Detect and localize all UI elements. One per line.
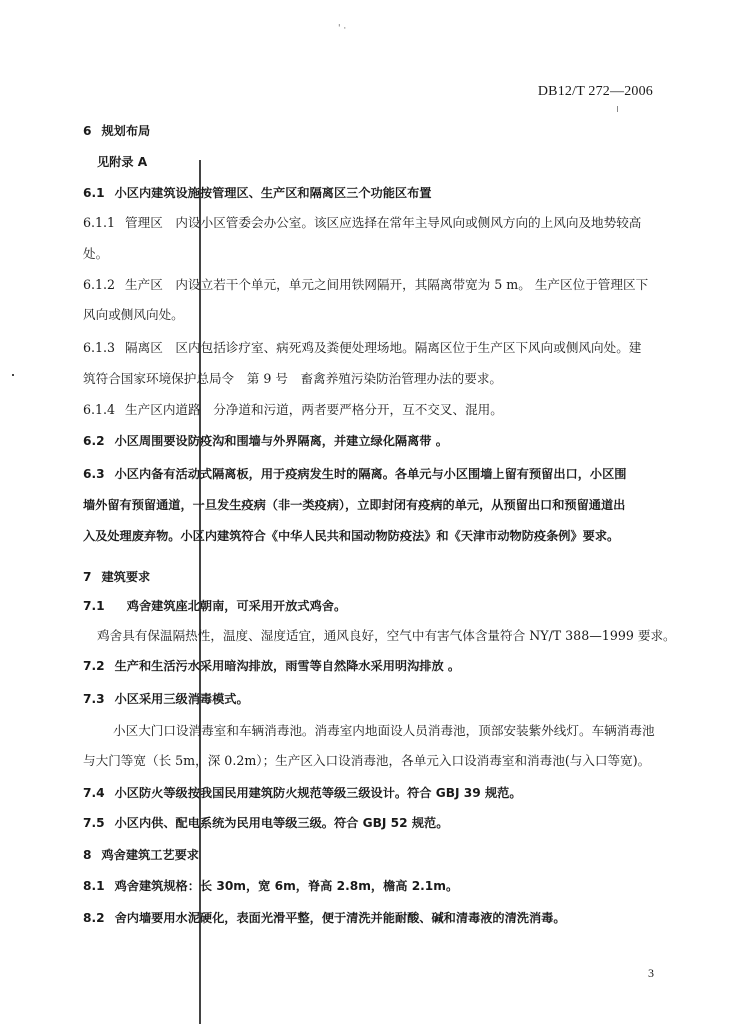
clause-text: 鸡舍具有保温隔热性，温度、湿度适宜，通风良好，空气中有害气体含量符合 NY/T 388—1999 要求。 [97, 628, 676, 643]
clause-text: 处。 [83, 246, 109, 261]
clause-text: 管理区 内设小区管委会办公室。该区应选择在常年主导风向或侧风方向的上风向及地势较高 [125, 215, 642, 230]
text-line [97, 153, 677, 171]
page-number: 3 [648, 966, 654, 980]
text-line [83, 432, 663, 450]
text-line [83, 184, 663, 202]
text-line [83, 657, 663, 675]
clause-number: 6.1.3 [83, 340, 116, 355]
clause-text: 小区内建筑设施按管理区、生产区和隔离区三个功能区布置 [114, 186, 432, 200]
clause-text: 隔离区 区内包括诊疗室、病死鸡及粪便处理场地。隔离区位于生产区下风向或侧风向处。建 [125, 340, 642, 355]
clause-number: 7 [83, 570, 92, 584]
clause-text: 小区采用三级消毒模式。 [114, 692, 249, 706]
clause-text: 建筑要求 [101, 570, 151, 584]
clause-number: 6.1.2 [83, 277, 116, 292]
text-line [83, 401, 663, 419]
clause-number: 6.1.4 [83, 402, 116, 417]
text-line [83, 752, 663, 770]
text-line [83, 465, 663, 483]
clause-number: 7.5 [83, 816, 105, 830]
text-line [83, 814, 663, 832]
clause-text: 生产和生活污水采用暗沟排放，雨雪等自然降水采用明沟排放 。 [114, 659, 461, 673]
clause-text: 生产区 内设立若干个单元，单元之间用铁网隔开，其隔离带宽为 5 m。 生产区位于管理区下 [125, 277, 649, 292]
text-line [83, 370, 663, 388]
clause-text: 小区内备有活动式隔离板，用于疫病发生时的隔离。各单元与小区围墙上留有预留出口，小区围 [114, 467, 627, 481]
clause-text: 筑符合国家环境保护总局令 第 9 号 畜禽养殖污染防治管理办法的要求。 [83, 371, 503, 386]
clause-number: 6.1 [83, 186, 105, 200]
scan-specks: ' · [338, 24, 347, 34]
clause-text: 墙外留有预留通道，一旦发生疫病（非一类疫病），立即封闭有疫病的单元，从预留出口和预留通道出 [83, 498, 626, 512]
clause-text: 鸡舍建筑座北朝南，可采用开放式鸡舍。 [114, 599, 347, 613]
clause-number: 6.3 [83, 467, 105, 481]
text-line [83, 245, 663, 263]
clause-text: 小区内供、配电系统为民用电等级三级。符合 GBJ 52 规范。 [114, 816, 449, 830]
clause-text: 风向或侧风向处。 [83, 307, 184, 322]
text-line [83, 909, 663, 927]
clause-number: 7.1 [83, 599, 105, 613]
clause-number: 8 [83, 848, 92, 862]
clause-text: 舍内墙要用水泥硬化，表面光滑平整，便于清洗并能耐酸、碱和清毒液的清洗消毒。 [114, 911, 566, 925]
text-line [83, 496, 663, 514]
text-line [83, 877, 663, 895]
text-line [83, 527, 663, 545]
text-line [113, 722, 693, 740]
scan-mark [617, 106, 618, 112]
clause-number: 6 [83, 124, 92, 138]
clause-number: 8.2 [83, 911, 105, 925]
text-line [83, 568, 663, 586]
clause-text: 见附录 A [97, 155, 148, 169]
text-line [83, 306, 663, 324]
clause-text: 与大门等宽（长 5m，深 0.2m）；生产区入口设消毒池，各单元入口设消毒室和消毒池(与入口等宽)。 [83, 753, 651, 768]
clause-text: 生产区内道路 分净道和污道，两者要严格分开，互不交叉、混用。 [125, 402, 503, 417]
text-line [83, 846, 663, 864]
text-line [83, 276, 663, 294]
text-line [83, 784, 663, 802]
text-line [83, 690, 663, 708]
clause-number: 7.4 [83, 786, 105, 800]
text-line [83, 339, 663, 357]
clause-text: 鸡舍建筑工艺要求 [101, 848, 199, 862]
clause-number: 8.1 [83, 879, 105, 893]
text-line [83, 597, 663, 615]
clause-number: 6.1.1 [83, 215, 116, 230]
standard-code-header: DB12/T 272—2006 [537, 84, 653, 99]
clause-number: 7.3 [83, 692, 105, 706]
scan-dot [12, 374, 14, 376]
clause-text: 小区大门口设消毒室和车辆消毒池。消毒室内地面设人员消毒池，顶部安装紫外线灯。车辆消毒池 [113, 723, 655, 738]
clause-text: 小区周围要设防疫沟和围墙与外界隔离，并建立绿化隔离带 。 [114, 434, 448, 448]
clause-number: 7.2 [83, 659, 105, 673]
text-line [83, 214, 663, 232]
clause-number: 6.2 [83, 434, 105, 448]
text-line [83, 122, 663, 140]
clause-text: 小区防火等级按我国民用建筑防火规范等级三级设计。符合 GBJ 39 规范。 [114, 786, 522, 800]
clause-text: 入及处理废弃物。小区内建筑符合《中华人民共和国动物防疫法》和《天津市动物防疫条例》要求。 [83, 529, 620, 543]
clause-text: 鸡舍建筑规格：长 30m，宽 6m，脊高 2.8m，檐高 2.1m。 [114, 879, 459, 893]
clause-text: 规划布局 [101, 124, 151, 138]
text-line [97, 627, 677, 645]
